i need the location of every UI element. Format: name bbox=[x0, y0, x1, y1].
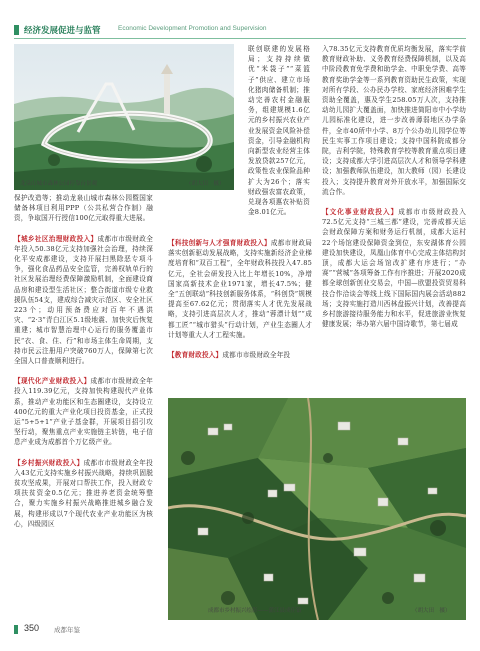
photo-credit-top: （胡大田 摄） bbox=[186, 181, 225, 187]
header-accent-bar bbox=[14, 25, 19, 35]
photo-forest-park bbox=[14, 44, 234, 190]
rural-aerial-illustration bbox=[168, 398, 466, 620]
header-divider bbox=[14, 38, 466, 39]
footer-accent-bar bbox=[14, 625, 18, 634]
paragraph-forest-park: 保护改造等；推动龙泉山城市森林公园暨国家储备林项目利用PPP（公共私营合作制）融资，争取国开行授信100亿元取得重大进展。 bbox=[14, 194, 153, 223]
header-title: 经济发展促进与监管 bbox=[24, 26, 101, 36]
column-middle bbox=[168, 238, 312, 360]
page-number: 350 bbox=[24, 623, 40, 633]
section-body-rural: 成都市市级财政全年投入43亿元支持实施乡村振兴战略，持续巩固脱贫攻坚成果，开展对口帮扶工作，投入财政专项扶贫资金0.5亿元；推进养老资金统筹整合，聚力实施乡村振兴战略推进城乡融合发展，构建形成以7个现代农业产业功能区为核心，四级园区 bbox=[14, 458, 154, 528]
section-body-science: 成都市财政局落实创新驱动发展战略，支持实施新经济企业梯度培育和“双百工程”，全年财政科技投入47.85亿元，全社会研发投入比上年增长10%，净增国家高新技术企业1971家，增长47.5%；健全“五创联动”科技创新服务体系，“科创贷”规模提高至67.62亿元；贯彻落实人才优先发展战略，支持引进高层次人才，推动“蓉漂计划”“成都工匠”“城市猎头”行动计划，产业生态圈人才计划等重大人才工程实施。 bbox=[168, 239, 313, 339]
paragraph-education-continued: 入78.35亿元支持教育优质均衡发展，落实学前教育财政补助、义务教育经费保障机制，以及高中阶段教育免学费和助学金、中职免学费、高等教育奖助学金等一系列教育资助民生政策，实现对所有学段、公办民办学校、家庭经济困难学生资助全覆盖，惠及学生258.05万人次，支持推动幼儿园扩大覆盖面，加快推进简阳市中小学幼儿园标准化建设，进一步改善薄弱地区办学条件，全市40所中小学、8万个公办幼儿园学位等民生实事工作项目建设；支持中国科院成都分院，吉利学院，特殊教育学校等教育重点项目建设；支持成都大学引进高层次人才和领导学科建设；加强教师队伍建设，加大教师（园）长建设投入；支持提升教育对外开放水平，加强国际交流合作。 bbox=[322, 45, 466, 196]
photo-credit-bottom: （胡大田 摄） bbox=[412, 608, 451, 614]
section-heading-rural: 【乡村振兴财政投入】 bbox=[14, 458, 84, 467]
header-title-english: Economic Development Promotion and Supervision bbox=[118, 25, 267, 32]
photo-caption-top: 龙泉山城市森林公园停靠台景观 bbox=[20, 181, 98, 187]
section-body-community: 成都市市级财政全年投入50.38亿元支持加强社会治理，持续深化平安成都建设，支持开展扫黑除恶专项斗争，强化食品药品安全监管，完善权轨单行的社区发展治理经费保障激励机制，全面建设商品房和建设型生活社区；整合街道市级专业救援队伍54支，建成综合减灾示范区、安全社区223个；动用预备费应对百年不遇洪灾、“2·3”青白江区5.1级地震、加快灾后恢复重建；城市智慧治理中心运行的服务覆盖市民“衣、食、住、行”和市场主体生命周期，支持市民云注册用户突破760万人，保障第七次全国人口普查顺利进行。 bbox=[14, 234, 153, 366]
section-body-culture: 成都市市级财政投入72.5亿元支持“三城三都”建设，完善成都天运会财政保障方案和财务运行机制，成都大运村22个场馆建设保障资金到位，东安湖体育公园建设加快建设，凤凰山体育中心完成主体结构封顶，成都大运会场馆改扩建有序进行；“办赛”“营城”各项筹备工作有序推进；开展2020成都全球创新创业交易会，中国—欧盟投资贸易科技合作洽谈会等线上线下国际国内展会活动882场；支持实施打造川西林盘振兴计划，改善提高乡村旅游接待服务能力和水平，促进旅游业恢复健康发展；举办第六届中国诗歌节，第七届成 bbox=[322, 208, 466, 329]
page-header bbox=[14, 22, 466, 38]
section-heading-education: 【教育财政投入】 bbox=[168, 351, 223, 360]
column-right bbox=[322, 44, 466, 329]
column-left bbox=[14, 193, 153, 529]
page-footer bbox=[14, 623, 466, 637]
photo-rural-aerial bbox=[168, 398, 466, 620]
footer-publication: 成都年鉴 bbox=[54, 626, 80, 634]
section-heading-community: 【城乡社区治理财政投入】 bbox=[14, 234, 98, 243]
photo-caption-bottom: 成都市乡村振兴绘影——蒲江县成佳镇 bbox=[208, 608, 302, 614]
paragraph-rural-continued: 联创联建的发展格局；支持持续做优“米袋子”“菜篮子”供应、建立市场化猪肉储备机制；推动完善农村金融服务，组建规模1.6亿元的乡村振兴农业产业发展资金风险补偿资金，引导金融机构向新型农业经营主体发放贷款257亿元，政策性农业保险品种扩大为26个；落实财政强农富农政策，兑现各项惠农补贴资金8.01亿元。 bbox=[248, 45, 310, 217]
column-middle-top bbox=[248, 44, 310, 217]
section-body-industry: 成都市市级财政全年投入119.39亿元，支持加快构建现代产业体系，推动产业功能区和生态圈建设，支持设立400亿元的重大产业化项目投资基金，正式投运“5+5+1”产业子基金群，开展项目招引攻坚行动，聚焦重点产业实施链主转链，电子信息产业成为成都首个万亿级产业。 bbox=[14, 377, 153, 447]
section-heading-science: 【科技创新与人才强育财政投入】 bbox=[168, 239, 271, 247]
section-body-education: 成都市市级财政全年投 bbox=[222, 351, 291, 360]
section-heading-culture: 【文化事业财政投入】 bbox=[322, 208, 399, 217]
forest-park-illustration bbox=[14, 44, 234, 190]
section-heading-industry: 【现代化产业财政投入】 bbox=[14, 377, 91, 386]
